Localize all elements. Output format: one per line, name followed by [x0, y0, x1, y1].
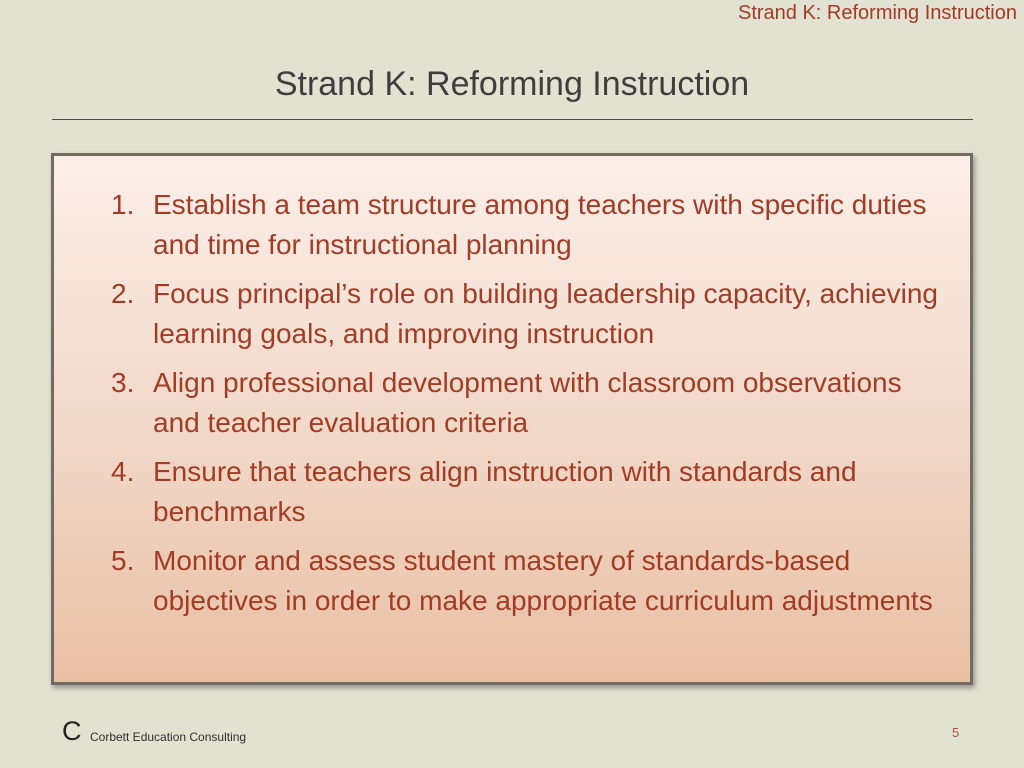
list-item-text: Focus principal’s role on building leadership capacity, achieving learning goals, and improving instruction [153, 278, 938, 349]
page-number: 5 [952, 725, 960, 740]
list-item [111, 541, 956, 621]
slide-title: Strand K: Reforming Instruction [274, 65, 750, 103]
list-item [111, 185, 956, 265]
header-strand-label: Strand K: Reforming Instruction [737, 2, 1017, 24]
content-box [51, 153, 973, 685]
list-item-number: 4. [111, 456, 135, 487]
list-item-text: Monitor and assess student mastery of standards-based objectives in order to make appropriate curriculum adjustments [153, 545, 933, 616]
list-item-number: 2. [111, 278, 135, 309]
list-item-number: 1. [111, 189, 135, 220]
company-name: Corbett Education Consulting [90, 730, 247, 744]
list-item-text: Align professional development with classroom observations and teacher evaluation criteria [153, 367, 902, 438]
list-item-text: Ensure that teachers align instruction with standards and benchmarks [153, 456, 857, 527]
list-item-number: 5. [111, 545, 135, 576]
company-logo: C [62, 716, 82, 746]
list-item [111, 363, 956, 443]
title-divider [52, 119, 973, 120]
list-item-text: Establish a team structure among teachers with specific duties and time for instructional planning [153, 189, 927, 260]
strategy-list [111, 185, 956, 630]
list-item-number: 3. [111, 367, 135, 398]
list-item [111, 274, 956, 354]
list-item [111, 452, 956, 532]
